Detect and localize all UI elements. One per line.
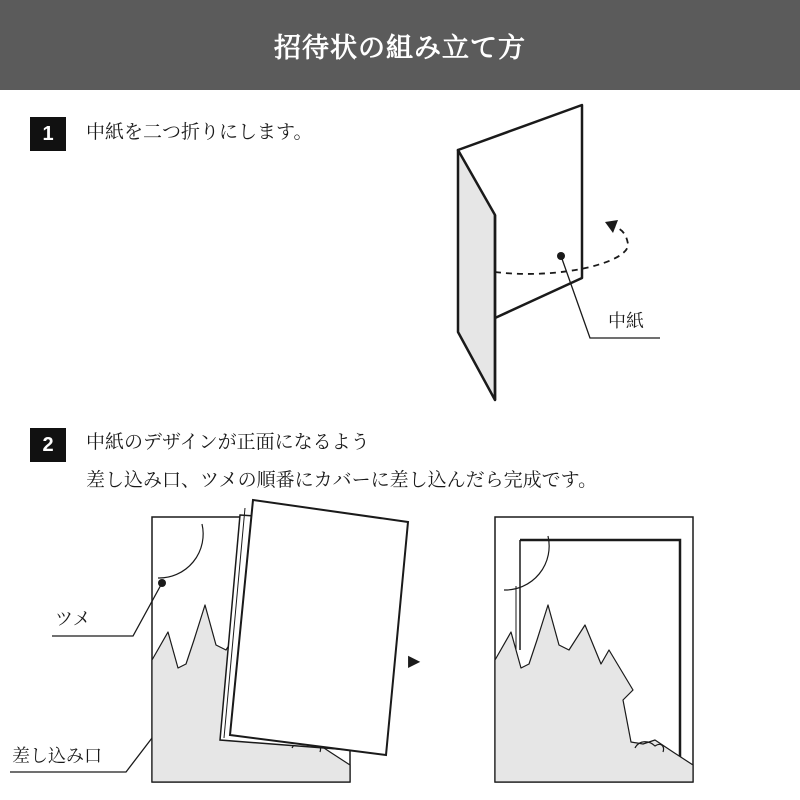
inner-paper-pointer-dot [557,252,565,260]
step-2-number: 2 [42,433,54,456]
folded-inner-paper [458,105,582,400]
page-title: 招待状の組み立て方 [274,32,526,64]
step-2-instruction-line-1: 中紙のデザインが正面になるよう [86,431,370,453]
step-2-instruction-line-2: 差し込み口、ツメの順番にカバーに差し込んだら完成です。 [86,469,598,491]
inner-paper-label: 中紙 [608,311,644,332]
fold-arrow-head [605,220,618,233]
step-1-number: 1 [42,122,54,145]
tab-label: ツメ [55,609,91,630]
inserted-sheet [220,500,408,755]
cover-right [495,517,693,782]
next-arrow-icon: ▶ [408,651,421,670]
slot-label: 差し込み口 [12,746,102,767]
step-1-instruction: 中紙を二つ折りにします。 [86,121,313,143]
